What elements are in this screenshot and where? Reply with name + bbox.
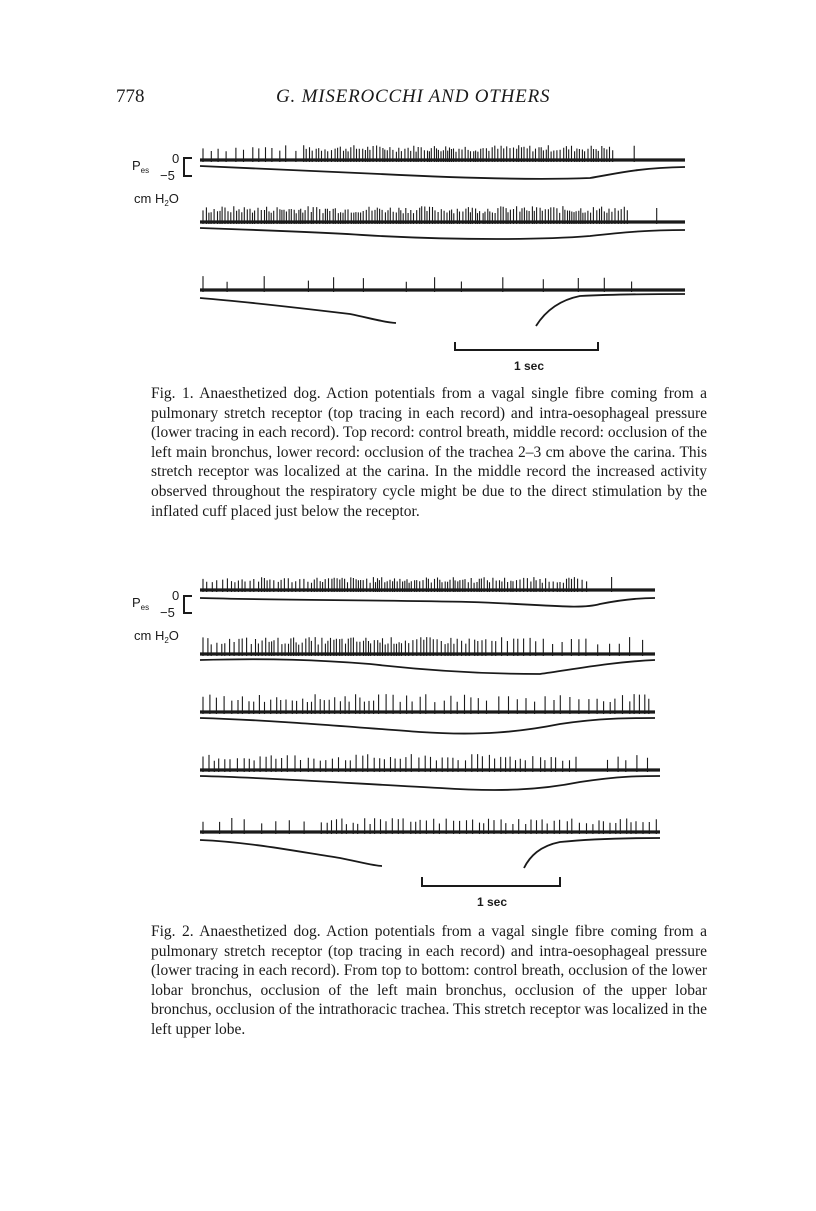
pes-label: $P_{es}$ [132, 158, 150, 175]
record-3-left-main [200, 694, 655, 733]
pressure-trace [200, 838, 660, 868]
figure-2 [120, 570, 700, 915]
record-1-control [200, 577, 655, 607]
scale-zero: 0 [172, 151, 180, 166]
pes-label: $P_{es}$ [132, 595, 150, 612]
page-number: 778 [116, 86, 145, 107]
page-header [116, 86, 716, 112]
figure-2-caption: Fig. 2. Anaesthetized dog. Action potentials from a vagal single fibre coming from a pulmonary stretch receptor (top tracing in each record) and intra-oesophageal pressure (lower tracing in each record). From top to bottom: control breath, occlusion of the lower lobar bronchus, occlusion of the left main bronchus, occlusion of the upper lobar bronchus, occlusion of the intrathoracic trachea. This stretch receptor was localized in the left upper lobe. [151, 923, 707, 1038]
scale-minus-five: −5 [160, 605, 175, 620]
record-3-trachea [200, 276, 685, 326]
time-scale-bar [455, 342, 598, 350]
pressure-trace [200, 228, 685, 239]
figure-1 [120, 130, 700, 375]
figure-1-tracings [120, 130, 700, 375]
running-head: G. MISEROCCHI AND OTHERS [276, 86, 551, 107]
pressure-trace [200, 718, 655, 734]
record-1-control [200, 145, 685, 179]
record-2-main-bronchus [200, 206, 685, 239]
record-2-lower-lobar [200, 637, 655, 674]
time-scale-bar [422, 877, 560, 886]
scale-zero: 0 [172, 588, 180, 603]
pressure-unit: cm $H_2O$ [134, 191, 179, 208]
time-scale-label: 1 sec [514, 359, 545, 373]
time-scale-label: 1 sec [477, 895, 508, 909]
scale-minus-five: −5 [160, 168, 175, 183]
pressure-trace [200, 166, 685, 179]
figure-2-tracings [120, 570, 700, 915]
pressure-trace [200, 659, 655, 674]
pressure-trace [200, 294, 685, 326]
record-5-trachea [200, 818, 660, 868]
figure-1-caption: Fig. 1. Anaesthetized dog. Action potentials from a vagal single fibre coming from a pulmonary stretch receptor (top tracing in each record) and intra-oesophageal pressure (lower tracing in each record). Top record: control breath, middle record: occlusion of the left main bronchus, lower record: occlusion of the trachea 2–3 cm above the carina. This stretch receptor was localized at the carina. In the middle record the increased activity observed throughout the respiratory cycle might be due to the direct stimulation by the inflated cuff placed just below the receptor. [151, 385, 707, 520]
pressure-unit: cm $H_2O$ [134, 628, 179, 645]
pressure-trace [200, 598, 655, 607]
pressure-scale-bracket [184, 158, 192, 176]
record-4-upper-lobar [200, 754, 660, 790]
pressure-trace [200, 776, 660, 790]
pressure-scale-bracket [184, 596, 192, 613]
